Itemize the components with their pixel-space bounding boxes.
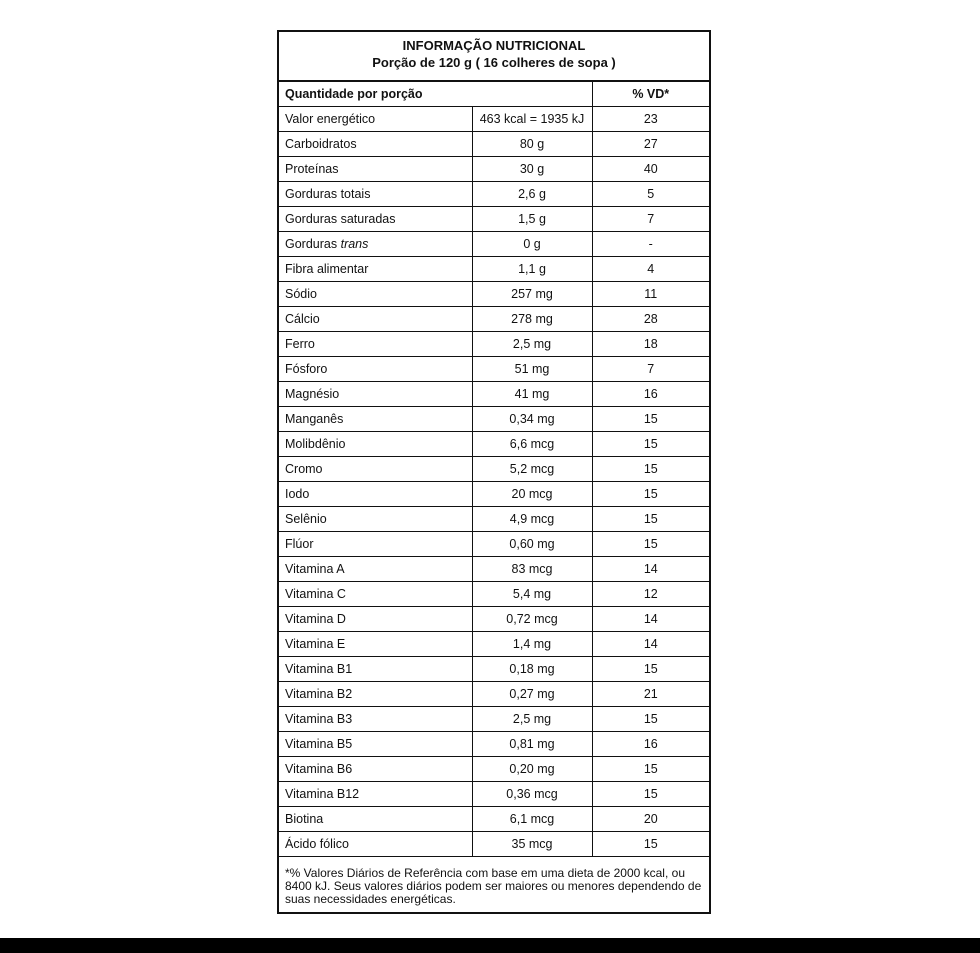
nutrient-name: Vitamina B3	[279, 707, 472, 732]
nutrient-amount: 1,1 g	[472, 257, 592, 282]
nutrient-name: Fibra alimentar	[279, 257, 472, 282]
nutrient-name: Fósforo	[279, 357, 472, 382]
nutrient-name: Vitamina C	[279, 582, 472, 607]
nutrient-name: Iodo	[279, 482, 472, 507]
nutrient-amount: 2,6 g	[472, 182, 592, 207]
nutrient-vd: 23	[592, 107, 709, 132]
nutrient-amount: 35 mcg	[472, 832, 592, 857]
nutrient-name: Cromo	[279, 457, 472, 482]
nutrient-row	[279, 782, 709, 807]
nutrient-row	[279, 582, 709, 607]
nutrient-name: Vitamina B5	[279, 732, 472, 757]
nutrient-amount: 1,5 g	[472, 207, 592, 232]
nutrient-name: Gorduras totais	[279, 182, 472, 207]
nutrient-row	[279, 532, 709, 557]
footnote: *% Valores Diários de Referência com base em uma dieta de 2000 kcal, ou 8400 kJ. Seus valores diários podem ser maiores ou menores dependendo de suas necessidades energéticas.	[285, 866, 702, 906]
label-title: INFORMAÇÃO NUTRICIONAL	[402, 38, 586, 53]
nutrient-amount: 1,4 mg	[472, 632, 592, 657]
nutrient-row	[279, 832, 709, 857]
bottom-black-band	[0, 938, 980, 953]
nutrient-vd: 15	[592, 507, 709, 532]
nutrient-amount: 30 g	[472, 157, 592, 182]
nutrient-vd: 15	[592, 782, 709, 807]
nutrient-vd: 12	[592, 582, 709, 607]
nutrient-amount: 83 mcg	[472, 557, 592, 582]
nutrient-vd: 15	[592, 657, 709, 682]
nutrient-name: Sódio	[279, 282, 472, 307]
nutrient-amount: 2,5 mg	[472, 332, 592, 357]
nutrient-amount: 80 g	[472, 132, 592, 157]
nutrient-row	[279, 207, 709, 232]
nutrient-amount: 4,9 mcg	[472, 507, 592, 532]
nutrient-name: Vitamina B12	[279, 782, 472, 807]
nutrient-vd: 16	[592, 732, 709, 757]
nutrient-amount: 2,5 mg	[472, 707, 592, 732]
nutrient-amount: 463 kcal = 1935 kJ	[472, 107, 592, 132]
nutrient-amount: 278 mg	[472, 307, 592, 332]
nutrient-name: Flúor	[279, 532, 472, 557]
nutrient-vd: 15	[592, 707, 709, 732]
nutrient-vd: 40	[592, 157, 709, 182]
nutrient-amount: 0,18 mg	[472, 657, 592, 682]
nutrient-amount: 0,34 mg	[472, 407, 592, 432]
nutrient-row	[279, 657, 709, 682]
nutrient-row	[279, 357, 709, 382]
nutrient-row	[279, 707, 709, 732]
nutrition-facts-label	[277, 30, 711, 914]
nutrient-amount: 5,4 mg	[472, 582, 592, 607]
nutrient-vd: 5	[592, 182, 709, 207]
nutrient-row	[279, 157, 709, 182]
nutrient-row	[279, 807, 709, 832]
nutrient-row	[279, 557, 709, 582]
nutrient-row	[279, 407, 709, 432]
label-header	[279, 32, 709, 82]
nutrient-name: Vitamina B2	[279, 682, 472, 707]
nutrient-vd: 14	[592, 607, 709, 632]
nutrient-row	[279, 682, 709, 707]
portion-size: Porção de 120 g ( 16 colheres de sopa )	[372, 55, 616, 70]
nutrient-vd: 14	[592, 632, 709, 657]
nutrient-row	[279, 482, 709, 507]
nutrient-vd: 4	[592, 257, 709, 282]
nutrient-amount: 5,2 mcg	[472, 457, 592, 482]
nutrient-vd: 15	[592, 432, 709, 457]
nutrient-name-italic: trans	[340, 237, 369, 251]
nutrient-amount: 6,1 mcg	[472, 807, 592, 832]
nutrient-vd: 27	[592, 132, 709, 157]
nutrient-vd: 15	[592, 757, 709, 782]
quantity-header: Quantidade por porção	[279, 82, 592, 107]
nutrient-row	[279, 282, 709, 307]
nutrient-vd: 16	[592, 382, 709, 407]
nutrient-row	[279, 232, 709, 257]
nutrient-row	[279, 457, 709, 482]
nutrient-vd: 18	[592, 332, 709, 357]
nutrient-row	[279, 507, 709, 532]
nutrient-name: Selênio	[279, 507, 472, 532]
nutrient-row	[279, 332, 709, 357]
nutrient-name: Gorduras saturadas	[279, 207, 472, 232]
nutrient-amount: 0,27 mg	[472, 682, 592, 707]
nutrient-name: Vitamina B1	[279, 657, 472, 682]
nutrient-name: Ácido fólico	[279, 832, 472, 857]
nutrient-vd: 20	[592, 807, 709, 832]
nutrient-vd: 15	[592, 407, 709, 432]
nutrient-amount: 0,72 mcg	[472, 607, 592, 632]
nutrient-name: Molibdênio	[279, 432, 472, 457]
nutrient-row	[279, 432, 709, 457]
nutrient-amount: 0 g	[472, 232, 592, 257]
nutrient-name: Magnésio	[279, 382, 472, 407]
nutrient-amount: 257 mg	[472, 282, 592, 307]
nutrient-vd: 28	[592, 307, 709, 332]
nutrient-amount: 0,36 mcg	[472, 782, 592, 807]
column-header-row	[279, 82, 709, 107]
nutrient-name: Vitamina A	[279, 557, 472, 582]
nutrient-name: Biotina	[279, 807, 472, 832]
nutrient-name: Vitamina D	[279, 607, 472, 632]
nutrient-vd: 7	[592, 207, 709, 232]
nutrient-name	[279, 232, 472, 257]
nutrition-table	[279, 82, 709, 857]
nutrient-row	[279, 257, 709, 282]
nutrient-name-prefix: Gorduras	[285, 237, 341, 251]
nutrient-amount: 51 mg	[472, 357, 592, 382]
nutrient-name: Vitamina B6	[279, 757, 472, 782]
nutrient-row	[279, 732, 709, 757]
nutrient-row	[279, 107, 709, 132]
nutrient-row	[279, 182, 709, 207]
nutrient-amount: 0,60 mg	[472, 532, 592, 557]
nutrient-amount: 0,20 mg	[472, 757, 592, 782]
nutrient-name: Carboidratos	[279, 132, 472, 157]
nutrient-vd: -	[592, 232, 709, 257]
nutrient-row	[279, 382, 709, 407]
nutrient-name: Ferro	[279, 332, 472, 357]
nutrient-amount: 41 mg	[472, 382, 592, 407]
nutrient-row	[279, 307, 709, 332]
nutrient-name: Proteínas	[279, 157, 472, 182]
nutrient-amount: 0,81 mg	[472, 732, 592, 757]
nutrient-row	[279, 132, 709, 157]
nutrient-vd: 15	[592, 457, 709, 482]
nutrient-name: Manganês	[279, 407, 472, 432]
nutrient-name: Cálcio	[279, 307, 472, 332]
nutrient-vd: 15	[592, 832, 709, 857]
nutrient-name: Vitamina E	[279, 632, 472, 657]
nutrient-vd: 11	[592, 282, 709, 307]
nutrient-vd: 21	[592, 682, 709, 707]
nutrient-name: Valor energético	[279, 107, 472, 132]
nutrient-amount: 6,6 mcg	[472, 432, 592, 457]
nutrient-vd: 15	[592, 532, 709, 557]
vd-header: % VD*	[592, 82, 709, 107]
nutrient-row	[279, 607, 709, 632]
nutrient-amount: 20 mcg	[472, 482, 592, 507]
nutrient-vd: 14	[592, 557, 709, 582]
nutrient-vd: 15	[592, 482, 709, 507]
nutrient-vd: 7	[592, 357, 709, 382]
nutrient-row	[279, 632, 709, 657]
nutrient-row	[279, 757, 709, 782]
